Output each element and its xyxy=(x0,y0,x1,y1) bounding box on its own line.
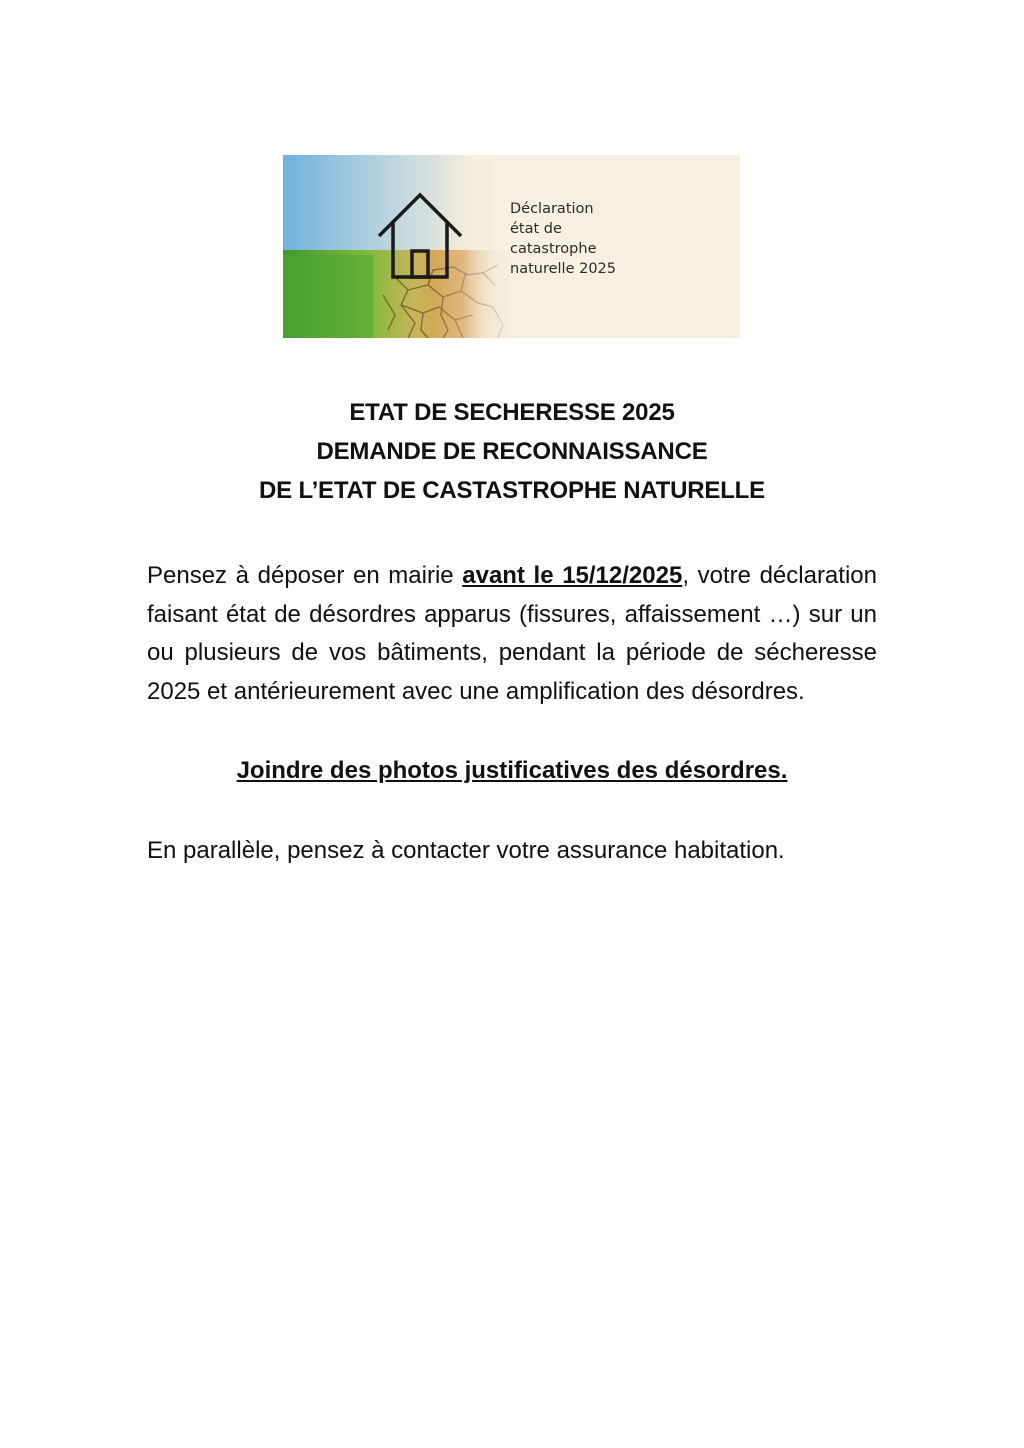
page-title xyxy=(0,393,1024,510)
title-line-2: DEMANDE DE RECONNAISSANCE xyxy=(316,438,708,465)
instruction-paragraph xyxy=(147,557,877,711)
photos-note: Joindre des photos justificatives des désordres. xyxy=(236,757,788,784)
intro-continuation: , votre déclaration faisant état de désordres apparus (fissures, affaissement …) sur un ou plusieurs de vos bâtiments, pendant la période de sécheresse 2025 et antérieurement avec une amplification des désordres. xyxy=(147,562,877,705)
title-line-1: ETAT DE SECHERESSE 2025 xyxy=(349,399,675,426)
banner-caption xyxy=(510,199,730,279)
banner-line-4: naturelle 2025 xyxy=(510,261,617,277)
insurance-paragraph: En parallèle, pensez à contacter votre assurance habitation. xyxy=(147,837,785,864)
banner-line-2: état de xyxy=(510,221,562,237)
banner-line-3: catastrophe xyxy=(510,241,597,257)
banner-image xyxy=(283,155,740,338)
title-line-3: DE L’ETAT DE CASTASTROPHE NATURELLE xyxy=(259,477,765,504)
intro-text: Pensez à déposer en mairie xyxy=(147,562,463,589)
deadline-date: avant le 15/12/2025 xyxy=(462,562,683,589)
banner-line-1: Déclaration xyxy=(510,201,594,217)
